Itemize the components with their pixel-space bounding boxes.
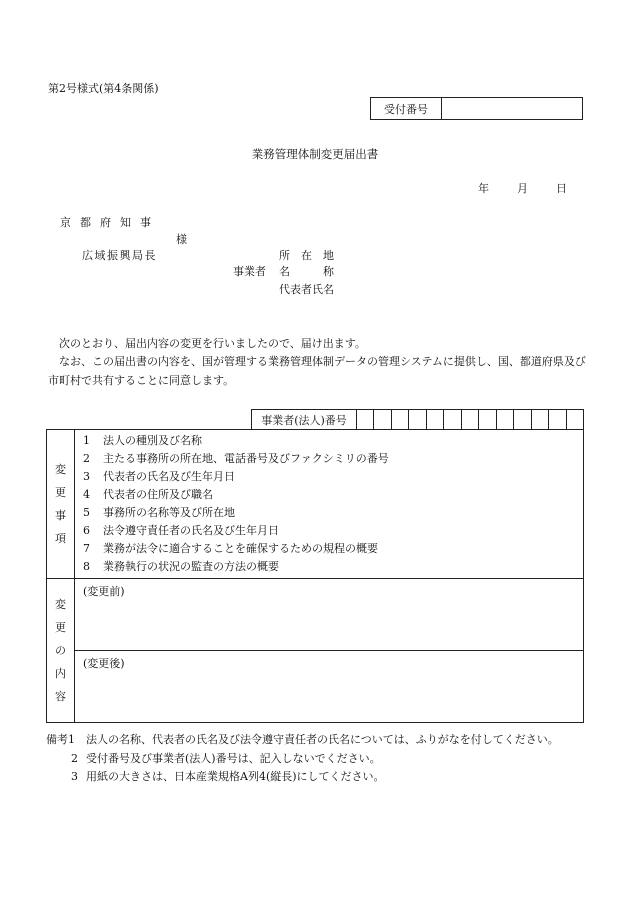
after-change-label: (変更後) [83, 657, 125, 670]
change-items-label: 変 更 事 項 [47, 430, 75, 578]
business-number-digit[interactable] [532, 410, 549, 429]
business-number-digit[interactable] [514, 410, 531, 429]
addressee-honorific: 様 [176, 233, 187, 246]
business-number-row [251, 409, 584, 430]
business-number-digit[interactable] [462, 410, 479, 429]
list-item[interactable]: 2 主たる事務所の所在地、電話番号及びファクシミリの番号 [83, 452, 389, 465]
business-number-digit[interactable] [427, 410, 444, 429]
change-items-list [83, 432, 389, 576]
business-number-digit[interactable] [444, 410, 461, 429]
before-change-label: (変更前) [83, 585, 125, 598]
business-number-digit[interactable] [374, 410, 391, 429]
body-paragraph-1: 次のとおり、届出内容の変更を行いましたので、届け出ます。 [59, 337, 366, 350]
remarks [46, 731, 559, 787]
business-number-digit[interactable] [409, 410, 426, 429]
remark-item: 3 用紙の大きさは、日本産業規格A列4(縦長)にしてください。 [71, 770, 385, 783]
remark-item: 2 受付番号及び事業者(法人)番号は、記入しないでください。 [71, 751, 381, 765]
business-operator-label: 事業者 [233, 265, 266, 278]
receipt-number-label: 受付番号 [371, 98, 442, 119]
divider [47, 578, 583, 579]
addressee-bureau-chief: 広域振興局長 [82, 249, 157, 262]
business-representative-label: 代表者氏名 [279, 283, 334, 296]
list-item[interactable]: 5 事務所の名称等及び所在地 [83, 506, 235, 519]
list-item[interactable]: 1 法人の種別及び名称 [83, 434, 202, 447]
business-number-digit[interactable] [357, 410, 374, 429]
document-title: 業務管理体制変更届出書 [251, 147, 379, 161]
business-name-label: 名 称 [279, 265, 334, 278]
body-paragraph-2: なお、この届出書の内容を、国が管理する業務管理体制データの管理システムに提供し、国、都道府県及び市町村で共有することに同意します。 [48, 355, 586, 387]
remark-item: 備考1 法人の名称、代表者の氏名及び法令遵守責任者の氏名については、ふりがなを付してください。 [46, 733, 559, 746]
list-item[interactable]: 4 代表者の住所及び職名 [83, 488, 213, 501]
divider [75, 650, 583, 651]
business-number-label: 事業者(法人)番号 [252, 410, 357, 429]
date-month: 月 [517, 182, 528, 195]
business-number-digit[interactable] [549, 410, 566, 429]
list-item[interactable]: 6 法令遵守責任者の氏名及び生年月日 [83, 524, 279, 537]
business-number-digit[interactable] [497, 410, 514, 429]
receipt-number-box [370, 97, 583, 120]
addressee-governor: 京都府知事 [60, 216, 160, 229]
business-number-digit[interactable] [567, 410, 583, 429]
change-table [46, 429, 584, 723]
receipt-number-field[interactable] [442, 98, 582, 119]
business-number-digit[interactable] [392, 410, 409, 429]
change-content-label: 変 更 の 内 容 [47, 578, 75, 722]
list-item[interactable]: 7 業務が法令に適合することを確保するための規程の概要 [83, 542, 378, 555]
list-item[interactable]: 8 業務執行の状況の監査の方法の概要 [83, 560, 279, 573]
date-day: 日 [556, 182, 567, 195]
date-year: 年 [478, 182, 489, 195]
business-location-label: 所 在 地 [279, 249, 334, 262]
date-line [478, 180, 567, 196]
business-number-digit[interactable] [479, 410, 496, 429]
form-number: 第2号様式(第4条関係) [48, 82, 159, 95]
list-item[interactable]: 3 代表者の氏名及び生年月日 [83, 470, 235, 483]
